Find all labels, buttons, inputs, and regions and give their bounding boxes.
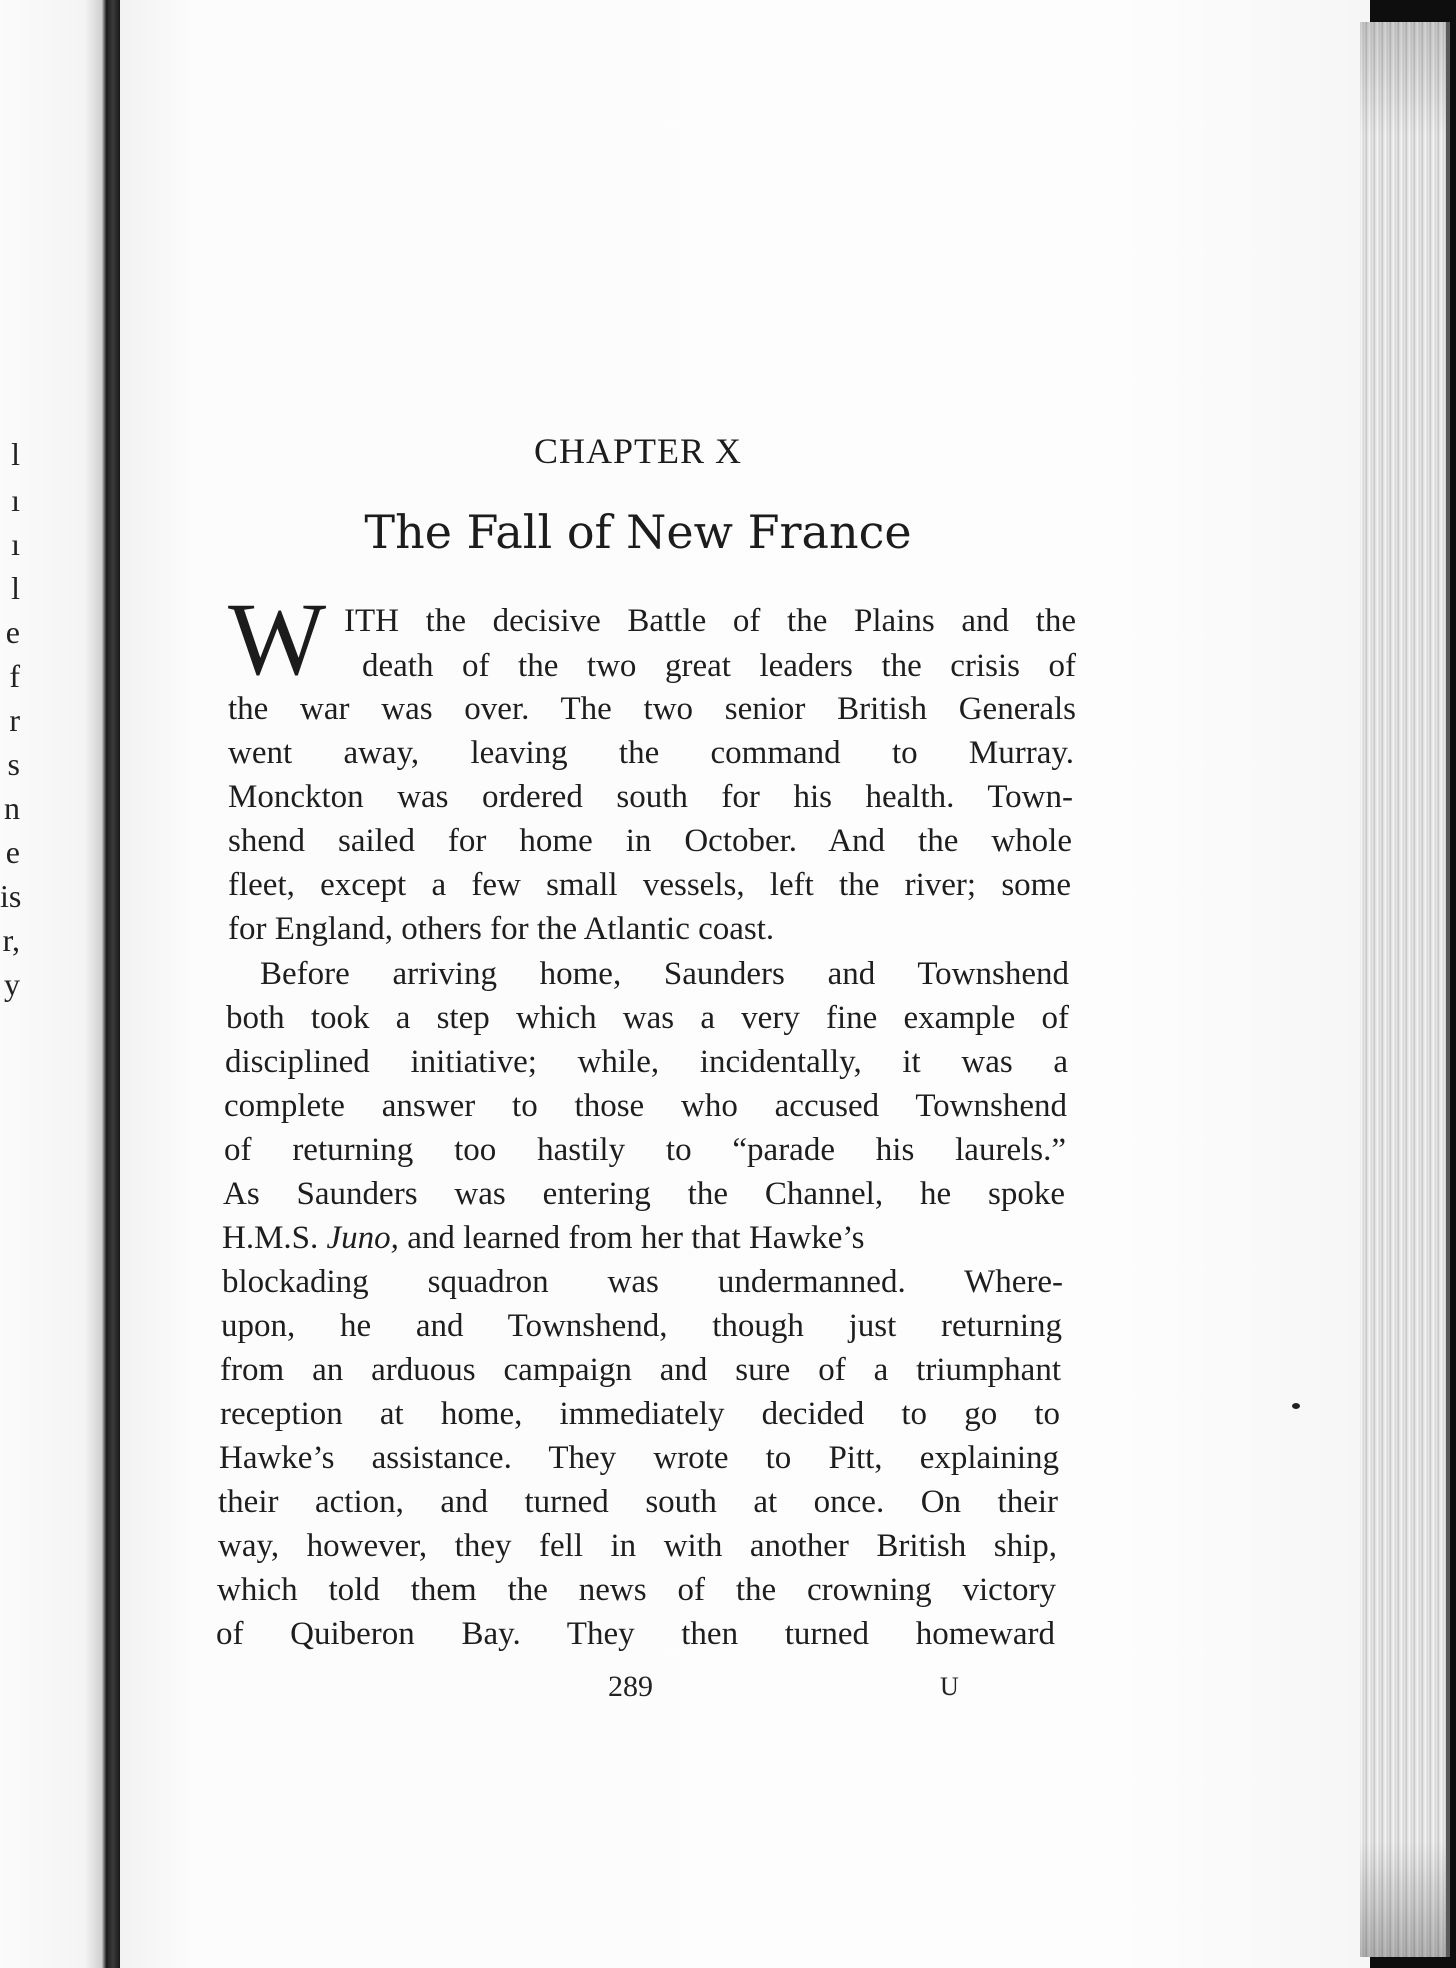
facing-page-fragment: n <box>4 790 20 826</box>
facing-page-edge <box>0 0 106 1968</box>
facing-page-fragment: r <box>9 702 20 738</box>
body-line <box>222 1222 1064 1255</box>
ship-name: Juno, <box>326 1220 399 1256</box>
body-line: their action, and turned south at once. On their <box>218 1484 1058 1520</box>
body-line: death of the two great leaders the crisis of <box>362 648 1076 684</box>
body-line: way, however, they fell in with another British ship, <box>218 1528 1057 1564</box>
body-line: Monckton was ordered south for his health. Town- <box>228 779 1073 815</box>
body-line: reception at home, immediately decided to go to <box>220 1396 1060 1432</box>
page-number: 289 <box>608 1670 653 1703</box>
body-line: from an arduous campaign and sure of a triumphant <box>220 1352 1061 1388</box>
body-line: Before arriving home, Saunders and Townshend <box>260 956 1069 992</box>
facing-page-fragment: f <box>9 658 20 694</box>
facing-page-fragment: ı <box>11 482 20 518</box>
body-line: Hawke’s assistance. They wrote to Pitt, explaining <box>219 1440 1059 1476</box>
page-edge-stack <box>1360 22 1450 1957</box>
body-line: blockading squadron was undermanned. Where- <box>222 1264 1063 1300</box>
facing-page-fragment: is <box>0 878 22 914</box>
ink-speck <box>1292 1403 1300 1409</box>
facing-page-fragment: e <box>5 614 20 650</box>
chapter-number: CHAPTER X <box>533 431 743 471</box>
body-line: fleet, except a few small vessels, left the river; some <box>228 867 1071 903</box>
ship-prefix: H.M.S. <box>222 1220 319 1256</box>
chapter-title: The Fall of New France <box>364 505 912 559</box>
facing-page-fragment: s <box>7 746 20 782</box>
body-line: of returning too hastily to “parade his laurels.” <box>224 1132 1066 1168</box>
signature-mark: U <box>940 1672 959 1701</box>
body-line: ITH the decisive Battle of the Plains and the <box>344 603 1076 639</box>
body-line: disciplined initiative; while, incidentally, it was a <box>225 1044 1068 1080</box>
drop-cap: W <box>228 582 327 697</box>
body-line: complete answer to those who accused Townshend <box>224 1088 1067 1124</box>
body-line: for England, others for the Atlantic coast. <box>228 911 775 947</box>
facing-page-fragment: y <box>4 966 20 1002</box>
body-line: which told them the news of the crowning victory <box>217 1572 1056 1608</box>
book-gutter <box>106 0 120 1968</box>
body-line: of Quiberon Bay. They then turned homeward <box>216 1616 1055 1652</box>
body-line: shend sailed for home in October. And the whole <box>228 823 1072 859</box>
body-line: went away, leaving the command to Murray. <box>228 735 1074 771</box>
body-line: the war was over. The two senior British Generals <box>228 691 1076 727</box>
facing-page-fragment: e <box>5 834 20 870</box>
facing-page-fragment: r, <box>2 922 20 958</box>
body-line: As Saunders was entering the Channel, he spoke <box>223 1176 1065 1212</box>
facing-page-fragment: ı <box>11 526 20 562</box>
facing-page-fragment: l <box>11 436 20 472</box>
body-line: both took a step which was a very fine example of <box>226 1000 1069 1036</box>
body-line-remainder: and learned from her that Hawke’s <box>407 1220 865 1256</box>
facing-page-fragment: l <box>11 570 20 606</box>
body-line: upon, he and Townshend, though just returning <box>221 1308 1062 1344</box>
